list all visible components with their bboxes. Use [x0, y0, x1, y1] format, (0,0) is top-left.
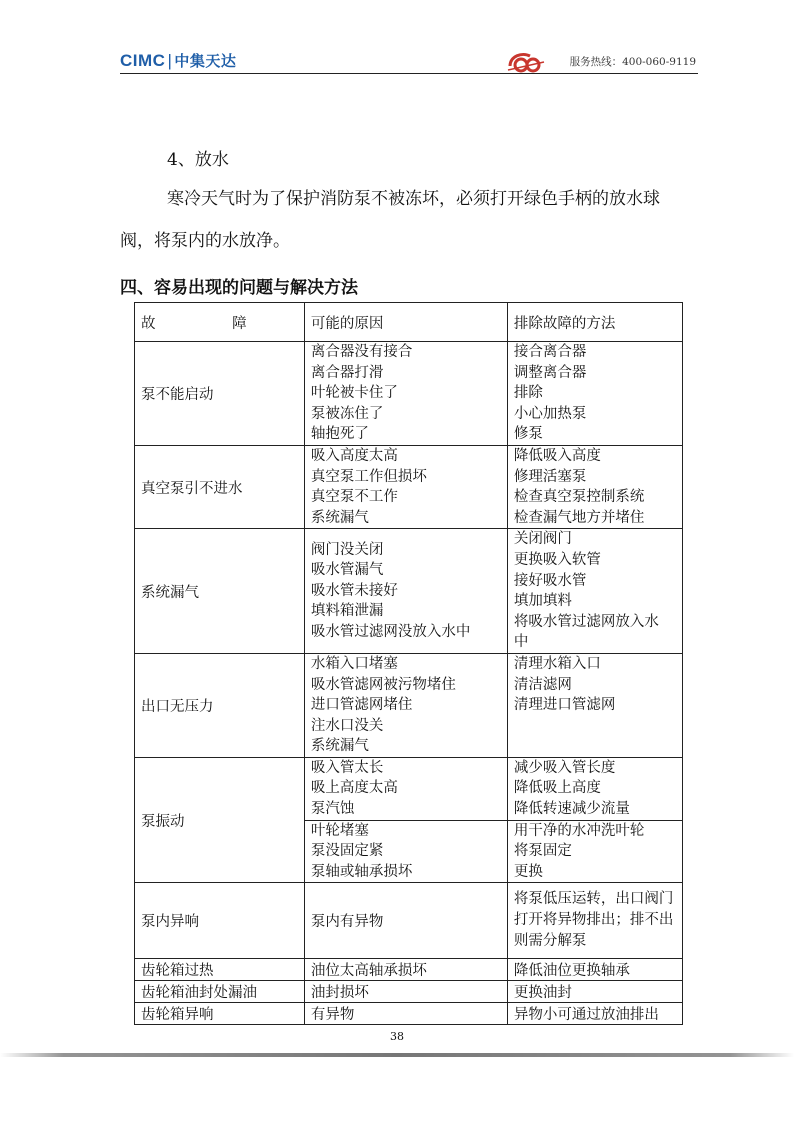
troubleshooting-table: [134, 302, 683, 1025]
company-logo: [120, 50, 236, 71]
cause-item: 系统漏气: [310, 509, 369, 526]
remedy-item: 清洁滤网: [513, 676, 572, 693]
header-remedy: 排除故障的方法: [507, 303, 682, 342]
fault-cell: 泵不能启动: [135, 342, 305, 446]
cause-cell: [304, 342, 507, 446]
cause-cell: 油位太高轴承损坏: [304, 959, 507, 981]
table-row: [135, 445, 683, 528]
logo-separator: |: [167, 51, 173, 70]
remedy-item: 关闭阀门: [513, 531, 572, 548]
cause-item: 吸入高度太高: [310, 447, 398, 464]
fault-cell: 真空泵引不进水: [135, 445, 305, 528]
fault-cell: 泵内异响: [135, 883, 305, 959]
remedy-item: 降低吸入高度: [513, 447, 601, 464]
remedy-cell: [507, 653, 682, 757]
table-row: [135, 1003, 683, 1025]
remedy-item: 调整离合器: [513, 364, 587, 381]
fault-cell: 系统漏气: [135, 529, 305, 654]
remedy-item: 中: [513, 634, 529, 651]
cause-item: 真空泵不工作: [310, 489, 398, 506]
remedy-item: 排除: [513, 385, 543, 402]
cause-item: 吸水管滤网被污物堵住: [310, 676, 456, 693]
remedy-item: 将泵固定: [513, 843, 572, 860]
page-header: [120, 48, 696, 76]
cause-item: 叶轮堵塞: [310, 822, 369, 839]
remedy-item: 降低转速减少流量: [513, 801, 630, 818]
remedy-cell: [507, 342, 682, 446]
remedy-item: 将吸水管过滤网放入水: [513, 613, 659, 630]
remedy-item: 清理水箱入口: [513, 655, 601, 672]
table-row: [135, 883, 683, 959]
remedy-cell: 将泵低压运转，出口阀门 打开将异物排出；排不出则需分解泵: [507, 883, 682, 959]
remedy-cell: [507, 445, 682, 528]
cause-item: 吸入管太长: [310, 759, 384, 776]
header-cause: 可能的原因: [304, 303, 507, 342]
fault-cell: 齿轮箱油封处漏油: [135, 981, 305, 1003]
cause-item: 真空泵工作但损坏: [310, 468, 427, 485]
header-divider: [120, 73, 698, 74]
remedy-item: 小心加热泵: [513, 405, 587, 422]
cause-item: 系统漏气: [310, 738, 369, 755]
cause-item: 轴抱死了: [310, 426, 369, 443]
table-row: [135, 653, 683, 757]
remedy-item: 更换: [513, 863, 543, 880]
footer-divider: [0, 1053, 794, 1057]
cause-item: 填料箱泄漏: [310, 603, 384, 620]
cause-item: 离合器没有接合: [310, 344, 413, 360]
cause-item: 吸水管漏气: [310, 562, 384, 579]
item-heading: 4、放水: [167, 150, 229, 170]
remedy-item: 用干净的水冲洗叶轮: [513, 822, 645, 839]
cause-item: 进口管滤网堵住: [310, 697, 413, 714]
section-title: 四、容易出现的问题与解决方法: [120, 278, 358, 298]
cause-cell: [304, 653, 507, 757]
service-hotline: 服务热线：400-060-9119: [569, 56, 696, 68]
table-row: [135, 757, 683, 820]
cause-cell: [304, 757, 507, 820]
remedy-cell: [507, 820, 682, 883]
cause-cell: [304, 820, 507, 883]
table-row: [135, 342, 683, 446]
cause-item: 泵轴或轴承损坏: [310, 863, 413, 880]
cause-cell: [304, 445, 507, 528]
logo-text-en: CIMC: [120, 51, 166, 70]
hotline-logo-icon: [506, 48, 546, 74]
remedy-item: 修理活塞泵: [513, 468, 587, 485]
paragraph-line-1: 寒冷天气时为了保护消防泵不被冻坏，必须打开绿色手柄的放水球: [167, 189, 660, 209]
cause-cell: 有异物: [304, 1003, 507, 1025]
remedy-item: 更换吸入软管: [513, 551, 601, 568]
remedy-cell: 更换油封: [507, 981, 682, 1003]
table-row: [135, 981, 683, 1003]
cause-cell: [304, 529, 507, 654]
cause-item: 泵没固定紧: [310, 843, 384, 860]
cause-item: 吸水管未接好: [310, 582, 398, 599]
cause-item: 阀门没关闭: [310, 541, 384, 558]
cause-item: 水箱入口堵塞: [310, 655, 398, 672]
header-fault: 故 障: [135, 303, 305, 342]
table-row: [135, 529, 683, 654]
remedy-item: 减少吸入管长度: [513, 759, 616, 776]
cause-item: 吸上高度太高: [310, 780, 398, 797]
cause-item: 离合器打滑: [310, 364, 384, 381]
fault-cell: 出口无压力: [135, 653, 305, 757]
cause-item: 叶轮被卡住了: [310, 385, 398, 402]
logo-text-cn: 中集天达: [174, 53, 237, 70]
remedy-item: 检查漏气地方并堵住: [513, 509, 645, 526]
cause-cell: 泵内有异物: [304, 883, 507, 959]
remedy-item: 接合离合器: [513, 344, 587, 360]
remedy-cell: [507, 529, 682, 654]
remedy-item: 清理进口管滤网: [513, 697, 616, 714]
paragraph-line-2: 阀，将泵内的水放净。: [120, 231, 290, 251]
table-header-row: [135, 303, 683, 342]
page-number: 38: [390, 1030, 404, 1043]
remedy-cell: 异物小可通过放油排出: [507, 1003, 682, 1025]
table-row: [135, 959, 683, 981]
remedy-item: 填加填料: [513, 593, 572, 610]
remedy-item: 降低吸上高度: [513, 780, 601, 797]
cause-item: 泵汽蚀: [310, 801, 355, 818]
remedy-cell: 降低油位更换轴承: [507, 959, 682, 981]
fault-cell: 齿轮箱过热: [135, 959, 305, 981]
remedy-item: 检查真空泵控制系统: [513, 489, 645, 506]
remedy-item: 接好吸水管: [513, 572, 587, 589]
cause-cell: 油封损坏: [304, 981, 507, 1003]
fault-cell: 泵振动: [135, 757, 305, 883]
fault-cell: 齿轮箱异响: [135, 1003, 305, 1025]
cause-item: 注水口没关: [310, 717, 384, 734]
remedy-cell: [507, 757, 682, 820]
cause-item: 吸水管过滤网没放入水中: [310, 624, 471, 641]
remedy-item: 修泵: [513, 426, 543, 443]
cause-item: 泵被冻住了: [310, 405, 384, 422]
